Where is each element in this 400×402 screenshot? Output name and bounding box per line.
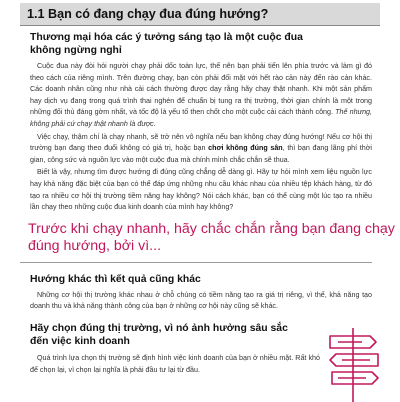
callout-heading-line-2: đúng hướng, bởi vì... [28,237,162,254]
section2-heading: Hướng khác thì kết quả cũng khác [30,273,201,285]
section1-heading-line-1: Thương mại hóa các ý tưởng sáng tạo là một cuộc đua [30,32,303,43]
section1-paragraph-3: Biết là vậy, nhưng tìm được hướng đi đúng cũng chẳng dễ dàng gì. Hãy tự hỏi mình xem liệu nguồn lực hay khả năng đặc biệt của bạn có thể đáp ứng những nhu cầu khác nhau của nhiều tệp khách hàng, từ đó tạo ra nhiều cơ hội thị trường tiềm năng hay không? Nói cách khác, bạn có thể cùng một lúc tạo ra nhiều lần chạy theo những cuộc đua kinh doanh của mình hay không? [30,168,372,212]
section1-paragraph-1 [30,61,372,131]
section3-paragraph: Quá trình lựa chọn thị trường sẽ định hình việc kinh doanh của bạn ở nhiều mặt. Rất khó để chọn lại, vì chọn lại nghĩa là phải đầu tư lại từ đầu. [30,353,320,374]
section-divider [20,262,372,263]
section1-paragraph-2-text-a: Việc chạy, thậm chí là chạy nhanh, sẽ trở nên vô nghĩa nếu bạn không chạy đúng hướng! Nếu cơ hội thị trường bạn đang theo đuổi không có giá trị, hoặc bạn [30,132,372,153]
section1-paragraph-2 [30,132,372,167]
callout-heading-line-1: Trước khi chạy nhanh, hãy chắc chắn rằng bạn đang chạy [28,220,395,237]
section1-heading [30,31,372,57]
section1-paragraph-2-bold: chơi không đúng sân [208,144,283,153]
section1-paragraph-1-emphasis: Thế nhưng, không phải cứ chạy thật nhanh là được. [30,108,372,128]
section1-heading-line-2: không ngừng nghỉ [30,45,122,56]
content-body [28,31,395,376]
section1-paragraph-1-text: Cuộc đua này đòi hỏi người chạy phải dốc toàn lực, thế nên bạn phải tiến lên phía trước và làm gì đó theo cách của riêng mình. Trên đường chạy, bạn còn phải đối mặt với hết rào cản này đến rào cản khác. Các doanh nhân cũng như nhà cải cách thường được dạy rằng hãy chạy thật nhanh. Khi một sản phẩm hay dịch vụ đang trong quá trình thai nghén để chuẩn bị tung ra thị trường, thời gian chính là một trong những đối thủ đáng gờm nhất, và tốc độ là yếu tố then chốt cho một cuộc cải cách thành công. [30,62,372,117]
section3-heading [30,322,372,348]
section1-paragraph-2-text-b: , thì bạn đang lãng phí thời gian, công sức và nguồn lực vào một cuộc đua mà chính mình chắc chắn sẽ thua. [30,144,373,164]
section2-paragraph: Những cơ hội thị trường khác nhau ở chỗ chúng có tiềm năng tạo ra giá trị riêng, vì thế, khả năng tạo doanh thu và khả năng thành công của bạn ở những cơ hội này cũng sẽ khác. [30,290,372,311]
section3-heading-line-1: Hãy chọn đúng thị trường, vì nó ảnh hưởng sâu sắc [30,322,288,334]
chapter-title: 1.1 Bạn có đang chạy đua đúng hướng? [27,7,269,21]
chapter-title-bar [20,3,380,26]
signpost-icon [322,322,384,402]
section3-heading-line-2: đến việc kinh doanh [30,335,130,347]
callout-heading [28,220,395,255]
